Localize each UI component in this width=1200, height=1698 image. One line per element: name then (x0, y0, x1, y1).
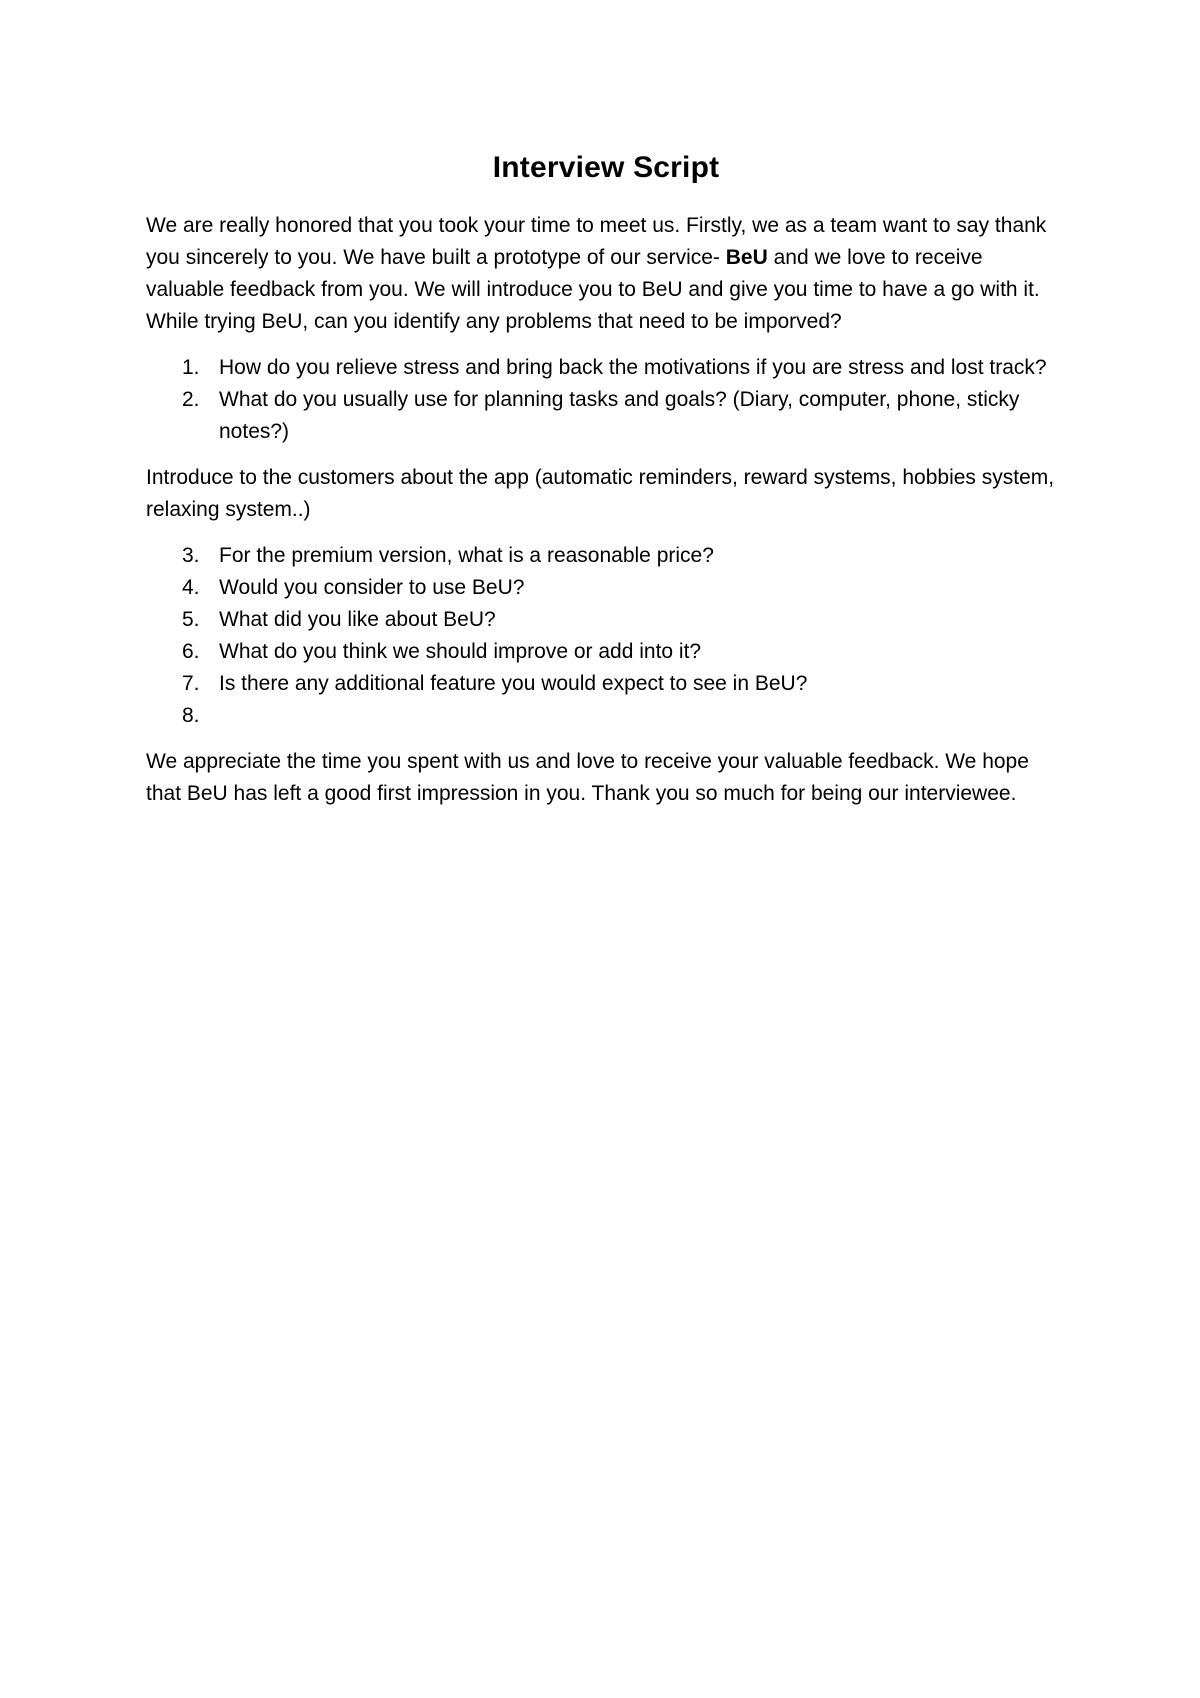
intro-text-start: We are really honored that you took your time to meet us. Firstly, we as a team want to say thank you sincerely to you. We have built a prototype of our service- (146, 214, 1047, 269)
question-number: 6. (182, 640, 200, 663)
question-number: 8. (182, 704, 200, 727)
question-text: Would you consider to use BeU? (219, 576, 525, 599)
document-title: Interview Script (492, 151, 720, 184)
question-number: 7. (182, 672, 200, 695)
question-item (146, 700, 1066, 732)
question-number: 5. (182, 608, 200, 631)
question-number: 2. (182, 388, 200, 411)
question-list-part-1 (146, 352, 1066, 448)
question-text: What do you think we should improve or add into it? (219, 640, 702, 663)
question-number: 3. (182, 544, 200, 567)
question-text: How do you relieve stress and bring back the motivations if you are stress and lost track? (219, 356, 1047, 379)
question-text: For the premium version, what is a reasonable price? (219, 544, 714, 567)
question-text: What did you like about BeU? (219, 608, 496, 631)
question-text: Is there any additional feature you would expect to see in BeU? (219, 672, 808, 695)
question-text (219, 704, 225, 727)
intro-text-end: and we love to receive valuable feedback from you. We will introduce you to BeU and give you time to have a go with it. While trying BeU, can you identify any problems that need to be imporved? (146, 246, 1040, 333)
question-item (146, 352, 1066, 384)
question-item (146, 572, 1066, 604)
question-item (146, 668, 1066, 700)
question-number: 1. (182, 356, 200, 379)
introduce-app-paragraph: Introduce to the customers about the app (automatic reminders, reward systems, hobbies system, relaxing system..) (146, 466, 1055, 521)
question-item (146, 540, 1066, 572)
document-body (146, 148, 1066, 824)
question-number: 4. (182, 576, 200, 599)
question-text: What do you usually use for planning tasks and goals? (Diary, computer, phone, sticky notes?) (219, 388, 1020, 443)
question-item (146, 636, 1066, 668)
question-list-part-2 (146, 540, 1066, 732)
question-item (146, 384, 1066, 448)
intro-bold-brand: BeU (725, 246, 768, 269)
question-item (146, 604, 1066, 636)
intro-paragraph (146, 210, 1066, 338)
closing-paragraph: We appreciate the time you spent with us and love to receive your valuable feedback. We hope that BeU has left a good first impression in you. Thank you so much for being our interviewee. (146, 750, 1029, 805)
